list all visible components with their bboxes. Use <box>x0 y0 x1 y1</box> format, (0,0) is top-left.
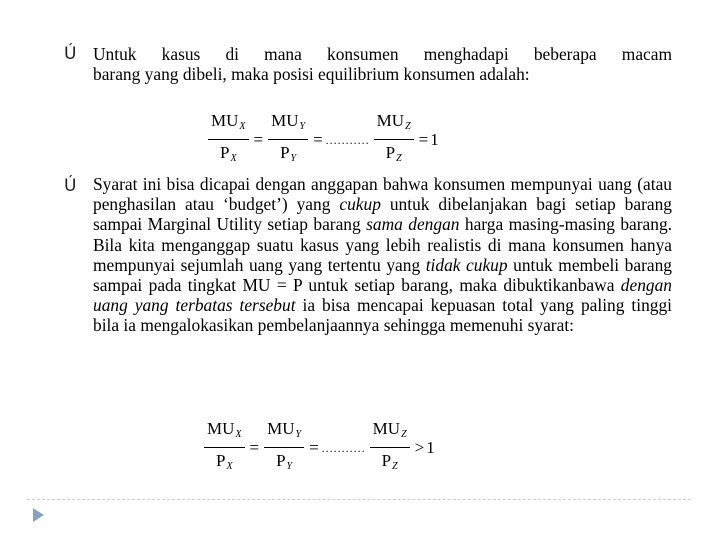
rhs-value: 1 <box>426 438 435 457</box>
equals-sign: = <box>309 438 319 457</box>
fraction-y: $\frac{MU_Y}{P_Y}$ <box>264 419 304 477</box>
emphasis-text: tidak cukup <box>425 254 508 275</box>
body-text: untuk membeli barang sampai pada tingkat MU = P untuk setiap barang, maka dibuktikanbawa <box>93 254 672 296</box>
body-text: ia bisa mencapai kepuasan total yang paling tinggi bila ia mengalokasikan pembelanjaannya sehingga memenuhi syarat: <box>93 295 672 336</box>
fraction-x: $\frac{MU_X}{P_X}$ <box>208 111 249 169</box>
emphasis-text: dengan uang yang terbatas tersebut <box>93 275 672 316</box>
footer-rule <box>27 499 691 500</box>
relation-sign: = <box>418 130 429 149</box>
body-text: untuk dibelanjakan bagi setiap barang sampai Marginal Utility setiap barang <box>93 194 672 235</box>
equation-2 <box>201 419 435 477</box>
paragraph-1 <box>93 44 672 84</box>
emphasis-text: cukup <box>339 194 381 215</box>
fraction-z: $\frac{MU_Z}{P_Z}$ <box>370 419 410 477</box>
ellipsis: ........... <box>321 440 366 455</box>
paragraph-1-line-2: barang yang dibeli, maka posisi equilibrium konsumen adalah: <box>93 64 530 85</box>
body-text: harga masing-masing barang. Bila kita menganggap suatu kasus yang lebih realistis di mana konsumen hanya mempunyai sejumlah uang yang tertentu yang <box>93 214 672 275</box>
rhs-value: 1 <box>430 130 439 149</box>
paragraph-1-line-1: Untuk kasus di mana konsumen menghadapi beberapa macam <box>93 44 672 64</box>
equation-1 <box>205 111 439 169</box>
ellipsis: ........... <box>325 132 370 147</box>
paragraph-2 <box>93 174 672 336</box>
body-text: Syarat ini bisa dicapai dengan anggapan bahwa konsumen mempunyai uang (atau penghasilan atau ‘budget’) yang <box>93 174 672 215</box>
fraction-z: $\frac{MU_Z}{P_Z}$ <box>374 111 414 169</box>
bullet-icon-2: Ú <box>64 176 77 196</box>
fraction-y: $\frac{MU_Y}{P_Y}$ <box>268 111 308 169</box>
bullet-icon-1: Ú <box>64 44 77 64</box>
fraction-x: $\frac{MU_X}{P_X}$ <box>204 419 245 477</box>
next-slide-arrow-icon[interactable] <box>33 508 44 522</box>
equals-sign: = <box>249 438 260 457</box>
equals-sign: = <box>253 130 264 149</box>
emphasis-text: sama dengan <box>366 214 460 235</box>
relation-sign: > <box>414 438 425 457</box>
equals-sign: = <box>313 130 323 149</box>
